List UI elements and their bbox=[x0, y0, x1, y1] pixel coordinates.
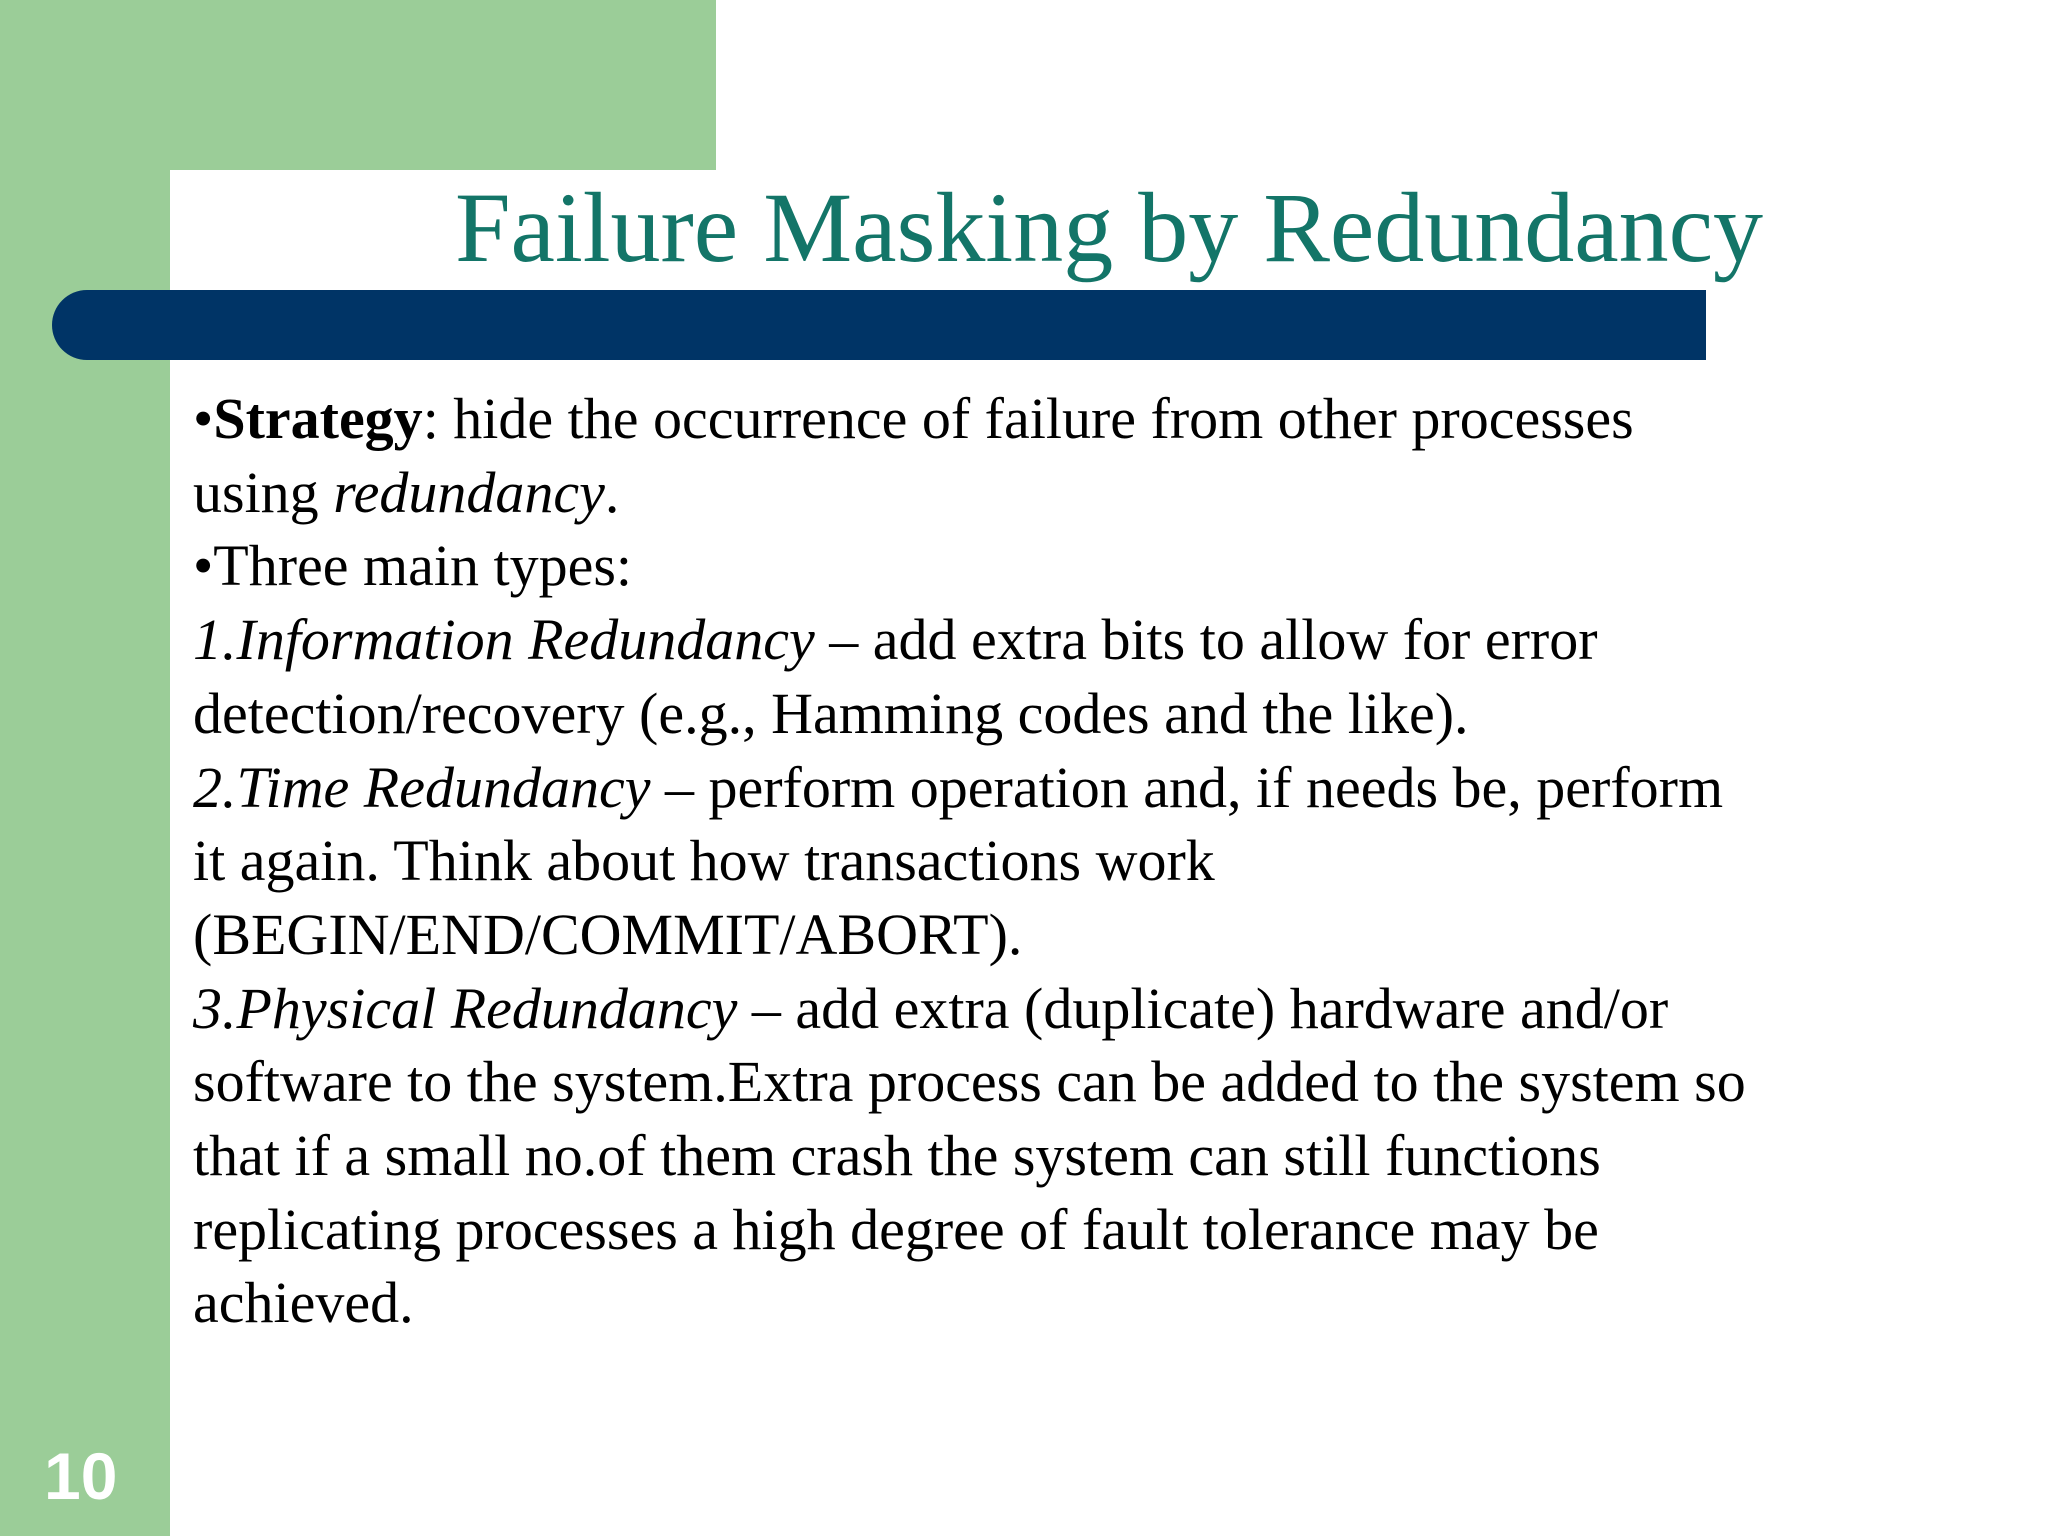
body-line: it again. Think about how transactions work bbox=[193, 828, 1215, 894]
slide-title: Failure Masking by Redundancy bbox=[454, 172, 1764, 283]
item-heading: 1.Information Redundancy bbox=[193, 607, 815, 673]
slide-body bbox=[193, 382, 2033, 1340]
body-line: detection/recovery (e.g., Hamming codes and the like). bbox=[193, 680, 1469, 746]
body-line: •Three main types: bbox=[193, 533, 633, 599]
item-heading: 3.Physical Redundancy bbox=[193, 975, 738, 1041]
top-band bbox=[0, 0, 716, 170]
side-band bbox=[0, 0, 170, 1536]
body-line: (BEGIN/END/COMMIT/ABORT). bbox=[193, 901, 1023, 967]
item-heading: 2.Time Redundancy bbox=[193, 754, 651, 820]
body-line: software to the system.Extra process can be added to the system so bbox=[193, 1049, 1746, 1115]
body-line: achieved. bbox=[193, 1270, 414, 1336]
body-line: using redundancy. bbox=[193, 459, 620, 525]
strategy-label: Strategy bbox=[213, 386, 423, 451]
body-line: 2.Time Redundancy – perform operation and, if needs be, perform bbox=[193, 754, 1724, 820]
slide-number: 10 bbox=[44, 1439, 118, 1513]
body-line: 3.Physical Redundancy – add extra (duplicate) hardware and/or bbox=[193, 975, 1669, 1041]
body-line: replicating processes a high degree of fault tolerance may be bbox=[193, 1196, 1599, 1262]
body-line: •Strategy: hide the occurrence of failure from other processes bbox=[193, 386, 1634, 451]
body-line: that if a small no.of them crash the system can still functions bbox=[193, 1123, 1601, 1189]
body-line: 1.Information Redundancy – add extra bits to allow for error bbox=[193, 607, 1598, 673]
title-accent-bar bbox=[52, 290, 1706, 360]
